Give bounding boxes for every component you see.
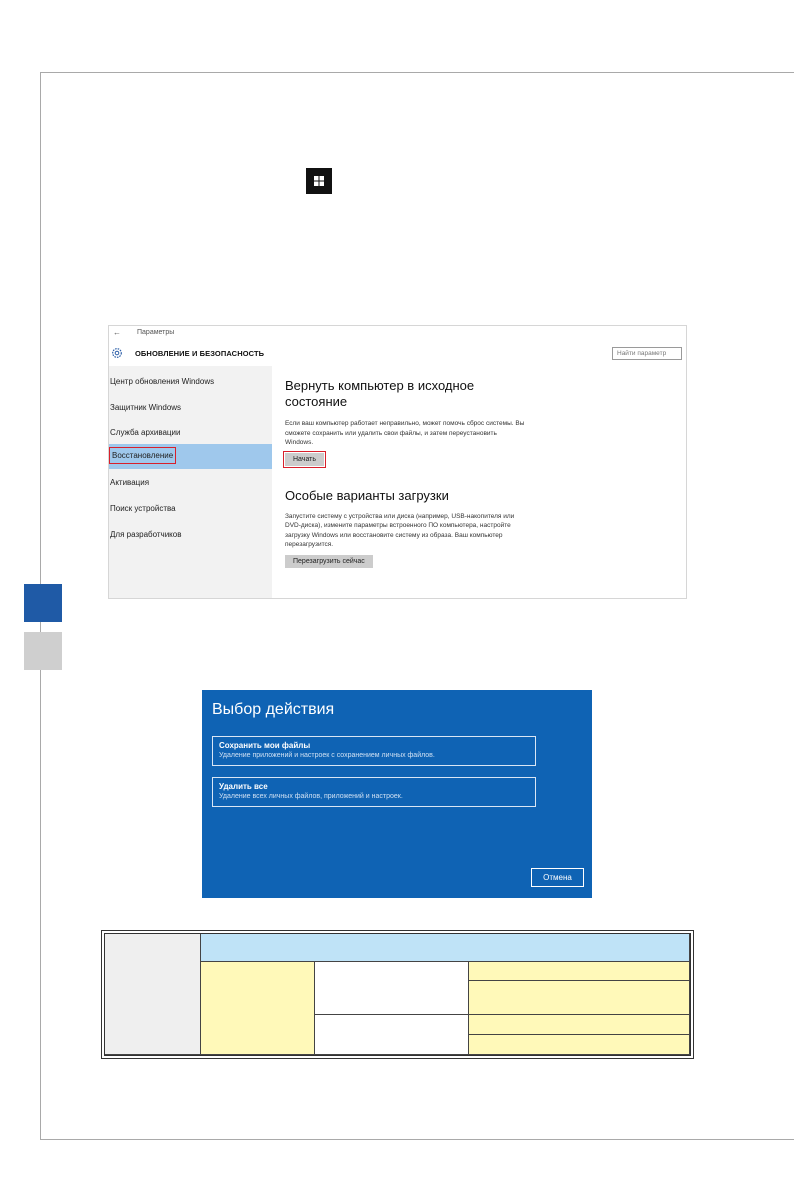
windows-key-icon [306, 168, 332, 194]
windows-logo-icon [314, 176, 324, 186]
table-cell-header [201, 934, 690, 962]
sidebar-item-defender[interactable] [109, 398, 272, 420]
page-frame-top [40, 72, 794, 73]
settings-window [108, 325, 687, 599]
app-name: Параметры [137, 329, 175, 336]
sidebar [109, 366, 272, 599]
option-subtitle: Удаление приложений и настроек с сохранением личных файлов. [219, 752, 435, 759]
sidebar-item-label: Поиск устройства [110, 504, 176, 513]
page-title: ОБНОВЛЕНИЕ И БЕЗОПАСНОСТЬ [135, 349, 265, 358]
sidebar-item-windows-update[interactable] [109, 372, 272, 394]
sidebar-item-label: Центр обновления Windows [110, 377, 215, 386]
table-cell-c3 [469, 1015, 690, 1035]
chapter-tab-active [24, 584, 62, 622]
sidebar-item-developers[interactable] [109, 525, 272, 547]
table-cell-left [105, 934, 201, 1055]
gear-icon [111, 347, 123, 359]
start-reset-button[interactable]: Начать [285, 453, 324, 466]
sidebar-item-backup[interactable] [109, 423, 272, 445]
back-arrow-icon[interactable]: ← [113, 328, 121, 337]
sidebar-item-label: Служба архивации [110, 428, 181, 437]
search-input[interactable]: Найти параметр [612, 347, 682, 360]
boot-heading: Особые варианты загрузки [285, 487, 449, 503]
cancel-button[interactable]: Отмена [531, 868, 584, 887]
keep-files-option[interactable] [212, 736, 536, 766]
table-cell-b1 [315, 962, 469, 1015]
reset-description: Если ваш компьютер работает неправильно, может помочь сброс системы. Вы сможете сохранить или удалить свои файлы, и затем переустановить Windows. [285, 420, 525, 446]
recovery-screen [202, 690, 592, 898]
sidebar-item-label: Защитник Windows [110, 403, 182, 412]
option-title: Сохранить мои файлы [219, 741, 311, 750]
boot-description: Запустите систему с устройства или диска (например, USB-накопителя или DVD-диска), измените параметры встроенного ПО компьютера, настройте загрузку Windows или восстановите систему из образа. Ваш компьютер перезагрузится. [285, 512, 515, 548]
table-cell-c4 [469, 1035, 690, 1055]
sidebar-item-label: Для разработчиков [110, 530, 182, 539]
title-bar [109, 326, 686, 340]
table-cell-c1 [469, 962, 690, 981]
reset-heading: Вернуть компьютер в исходное состояние [285, 378, 475, 409]
table-cell-b2 [315, 1015, 469, 1055]
recovery-title: Выбор действия [212, 701, 335, 718]
remove-everything-option[interactable] [212, 777, 536, 807]
sidebar-item-label: Активация [110, 478, 150, 487]
chapter-tab-inactive [24, 632, 62, 670]
table-cell-c2 [469, 981, 690, 1015]
page-frame-bottom [40, 1139, 794, 1140]
sidebar-item-find-device[interactable] [109, 499, 272, 521]
settings-content [285, 366, 685, 568]
sidebar-item-activation[interactable] [109, 473, 272, 495]
restart-now-button[interactable]: Перезагрузить сейчас [285, 555, 373, 568]
sidebar-item-recovery[interactable] [109, 444, 272, 469]
option-title: Удалить все [219, 782, 268, 791]
reset-flow-table [104, 933, 691, 1056]
sidebar-item-label: Восстановление [109, 447, 176, 464]
table-cell-column-a [201, 962, 315, 1055]
option-subtitle: Удаление всех личных файлов, приложений и настроек. [219, 793, 403, 800]
settings-header [109, 344, 686, 364]
